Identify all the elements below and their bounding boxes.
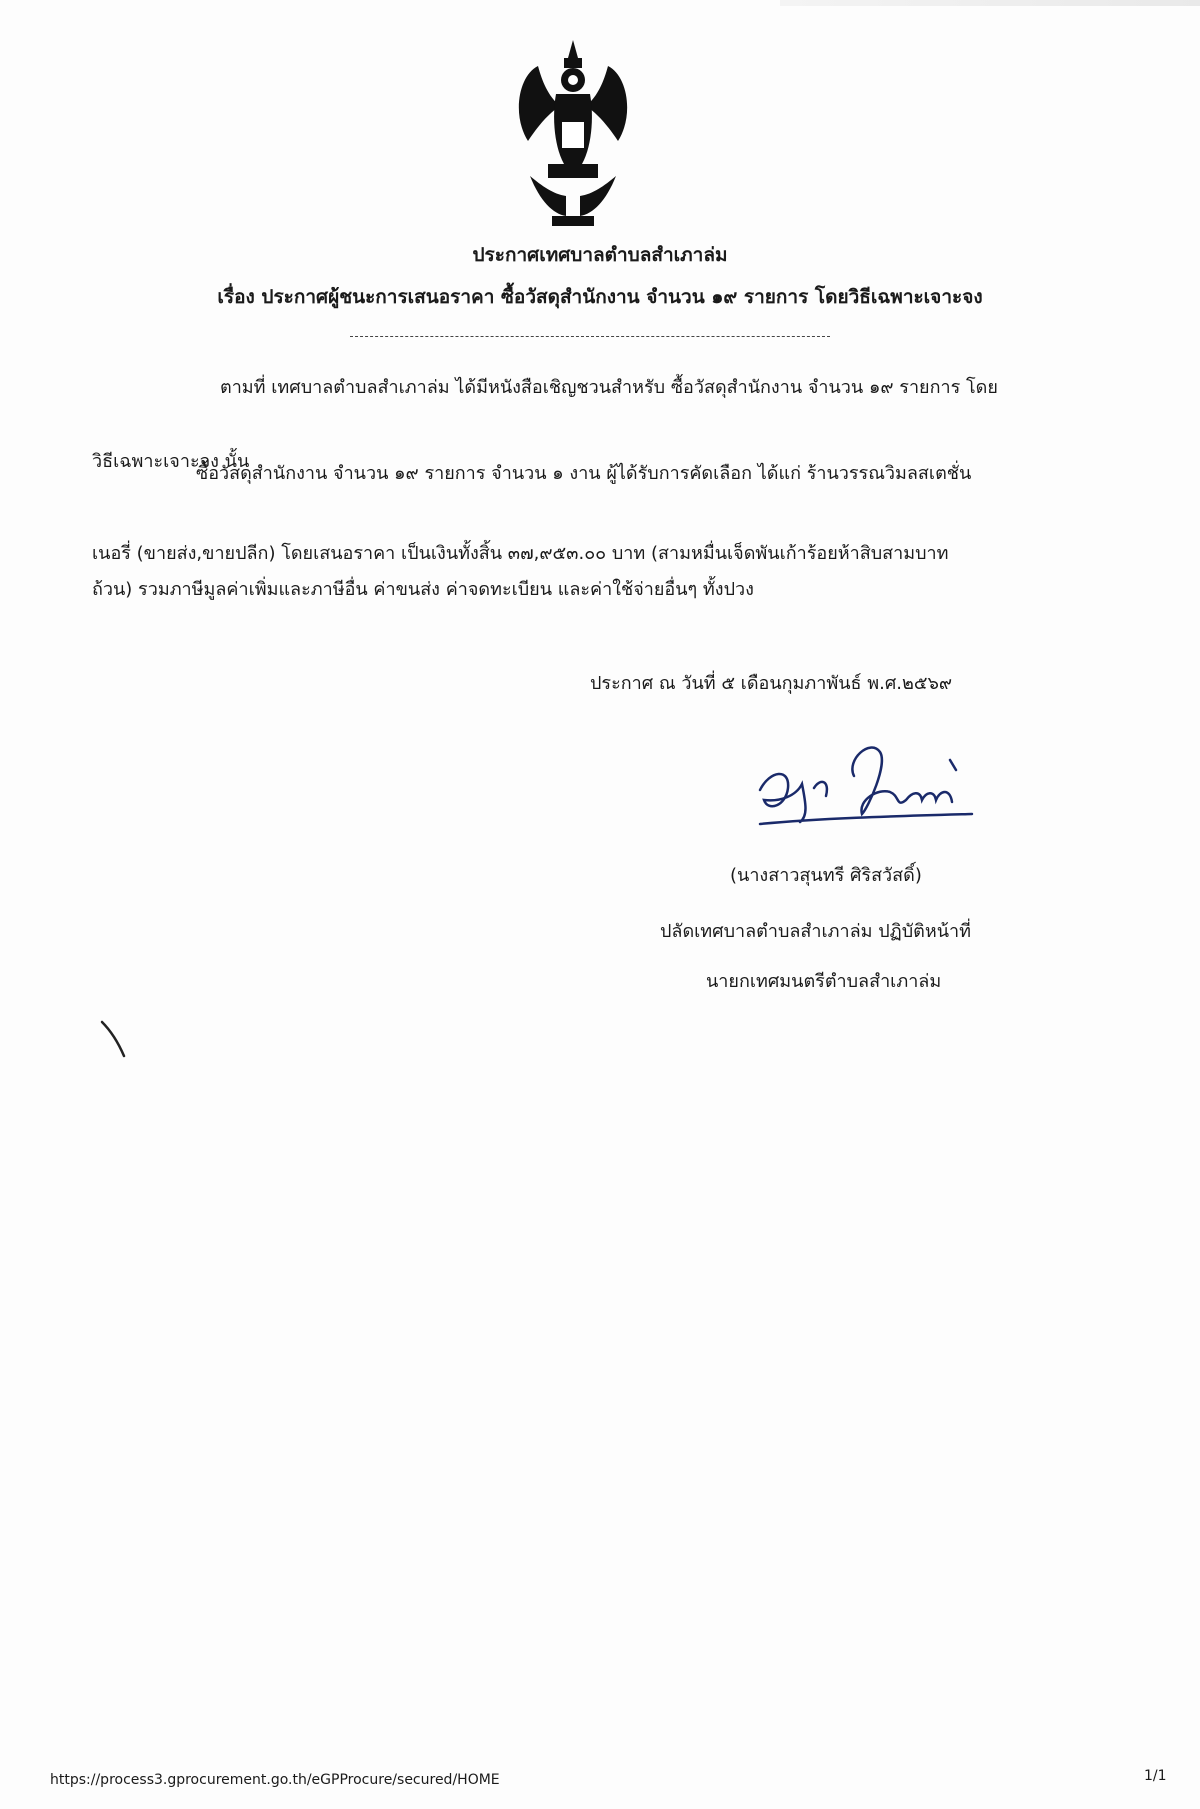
footer-page-number: 1/1: [1144, 1768, 1167, 1784]
announcement-date: ประกาศ ณ วันที่ ๕ เดือนกุมภาพันธ์ พ.ศ.๒๕๖๙: [590, 673, 953, 694]
body-line-3: ซื้อวัสดุสำนักงาน จำนวน ๑๙ รายการ จำนวน ๑ งาน ผู้ได้รับการคัดเลือก ได้แก่ ร้านวรรณวิมลสเตชั่น: [196, 463, 972, 484]
divider-line: [350, 336, 830, 337]
body-line-1: ตามที่ เทศบาลตำบลสำเภาล่ม ได้มีหนังสือเชิญชวนสำหรับ ซื้อวัสดุสำนักงาน จำนวน ๑๙ รายการ โดย: [220, 377, 998, 398]
garuda-emblem: [508, 36, 638, 236]
scan-artifact: [780, 0, 1200, 6]
document-title: ประกาศเทศบาลตำบลสำเภาล่ม: [472, 244, 728, 266]
body-line-5: ถ้วน) รวมภาษีมูลค่าเพิ่มและภาษีอื่น ค่าขนส่ง ค่าจดทะเบียน และค่าใช้จ่ายอื่นๆ ทั้งปวง: [92, 579, 754, 600]
document-subject: เรื่อง ประกาศผู้ชนะการเสนอราคา ซื้อวัสดุสำนักงาน จำนวน ๑๙ รายการ โดยวิธีเฉพาะเจาะจง: [217, 286, 983, 308]
handwritten-signature: [750, 730, 980, 840]
footer-url: https://process3.gprocurement.go.th/eGPProcure/secured/HOME: [50, 1772, 500, 1788]
stray-pen-mark: [100, 1020, 130, 1060]
body-line-4: เนอรี่ (ขายส่ง,ขายปลีก) โดยเสนอราคา เป็นเงินทั้งสิ้น ๓๗,๙๕๓.๐๐ บาท (สามหมื่นเจ็ดพันเก้าร้อยห้าสิบสามบาท: [92, 543, 949, 564]
body-line-2: วิธีเฉพาะเจาะจง นั้น: [92, 451, 250, 472]
signer-name: (นางสาวสุนทรี ศิริสวัสดิ์): [730, 865, 922, 886]
signer-acting-position: นายกเทศมนตรีตำบลสำเภาล่ม: [706, 971, 942, 992]
signer-position: ปลัดเทศบาลตำบลสำเภาล่ม ปฏิบัติหน้าที่: [660, 921, 972, 942]
